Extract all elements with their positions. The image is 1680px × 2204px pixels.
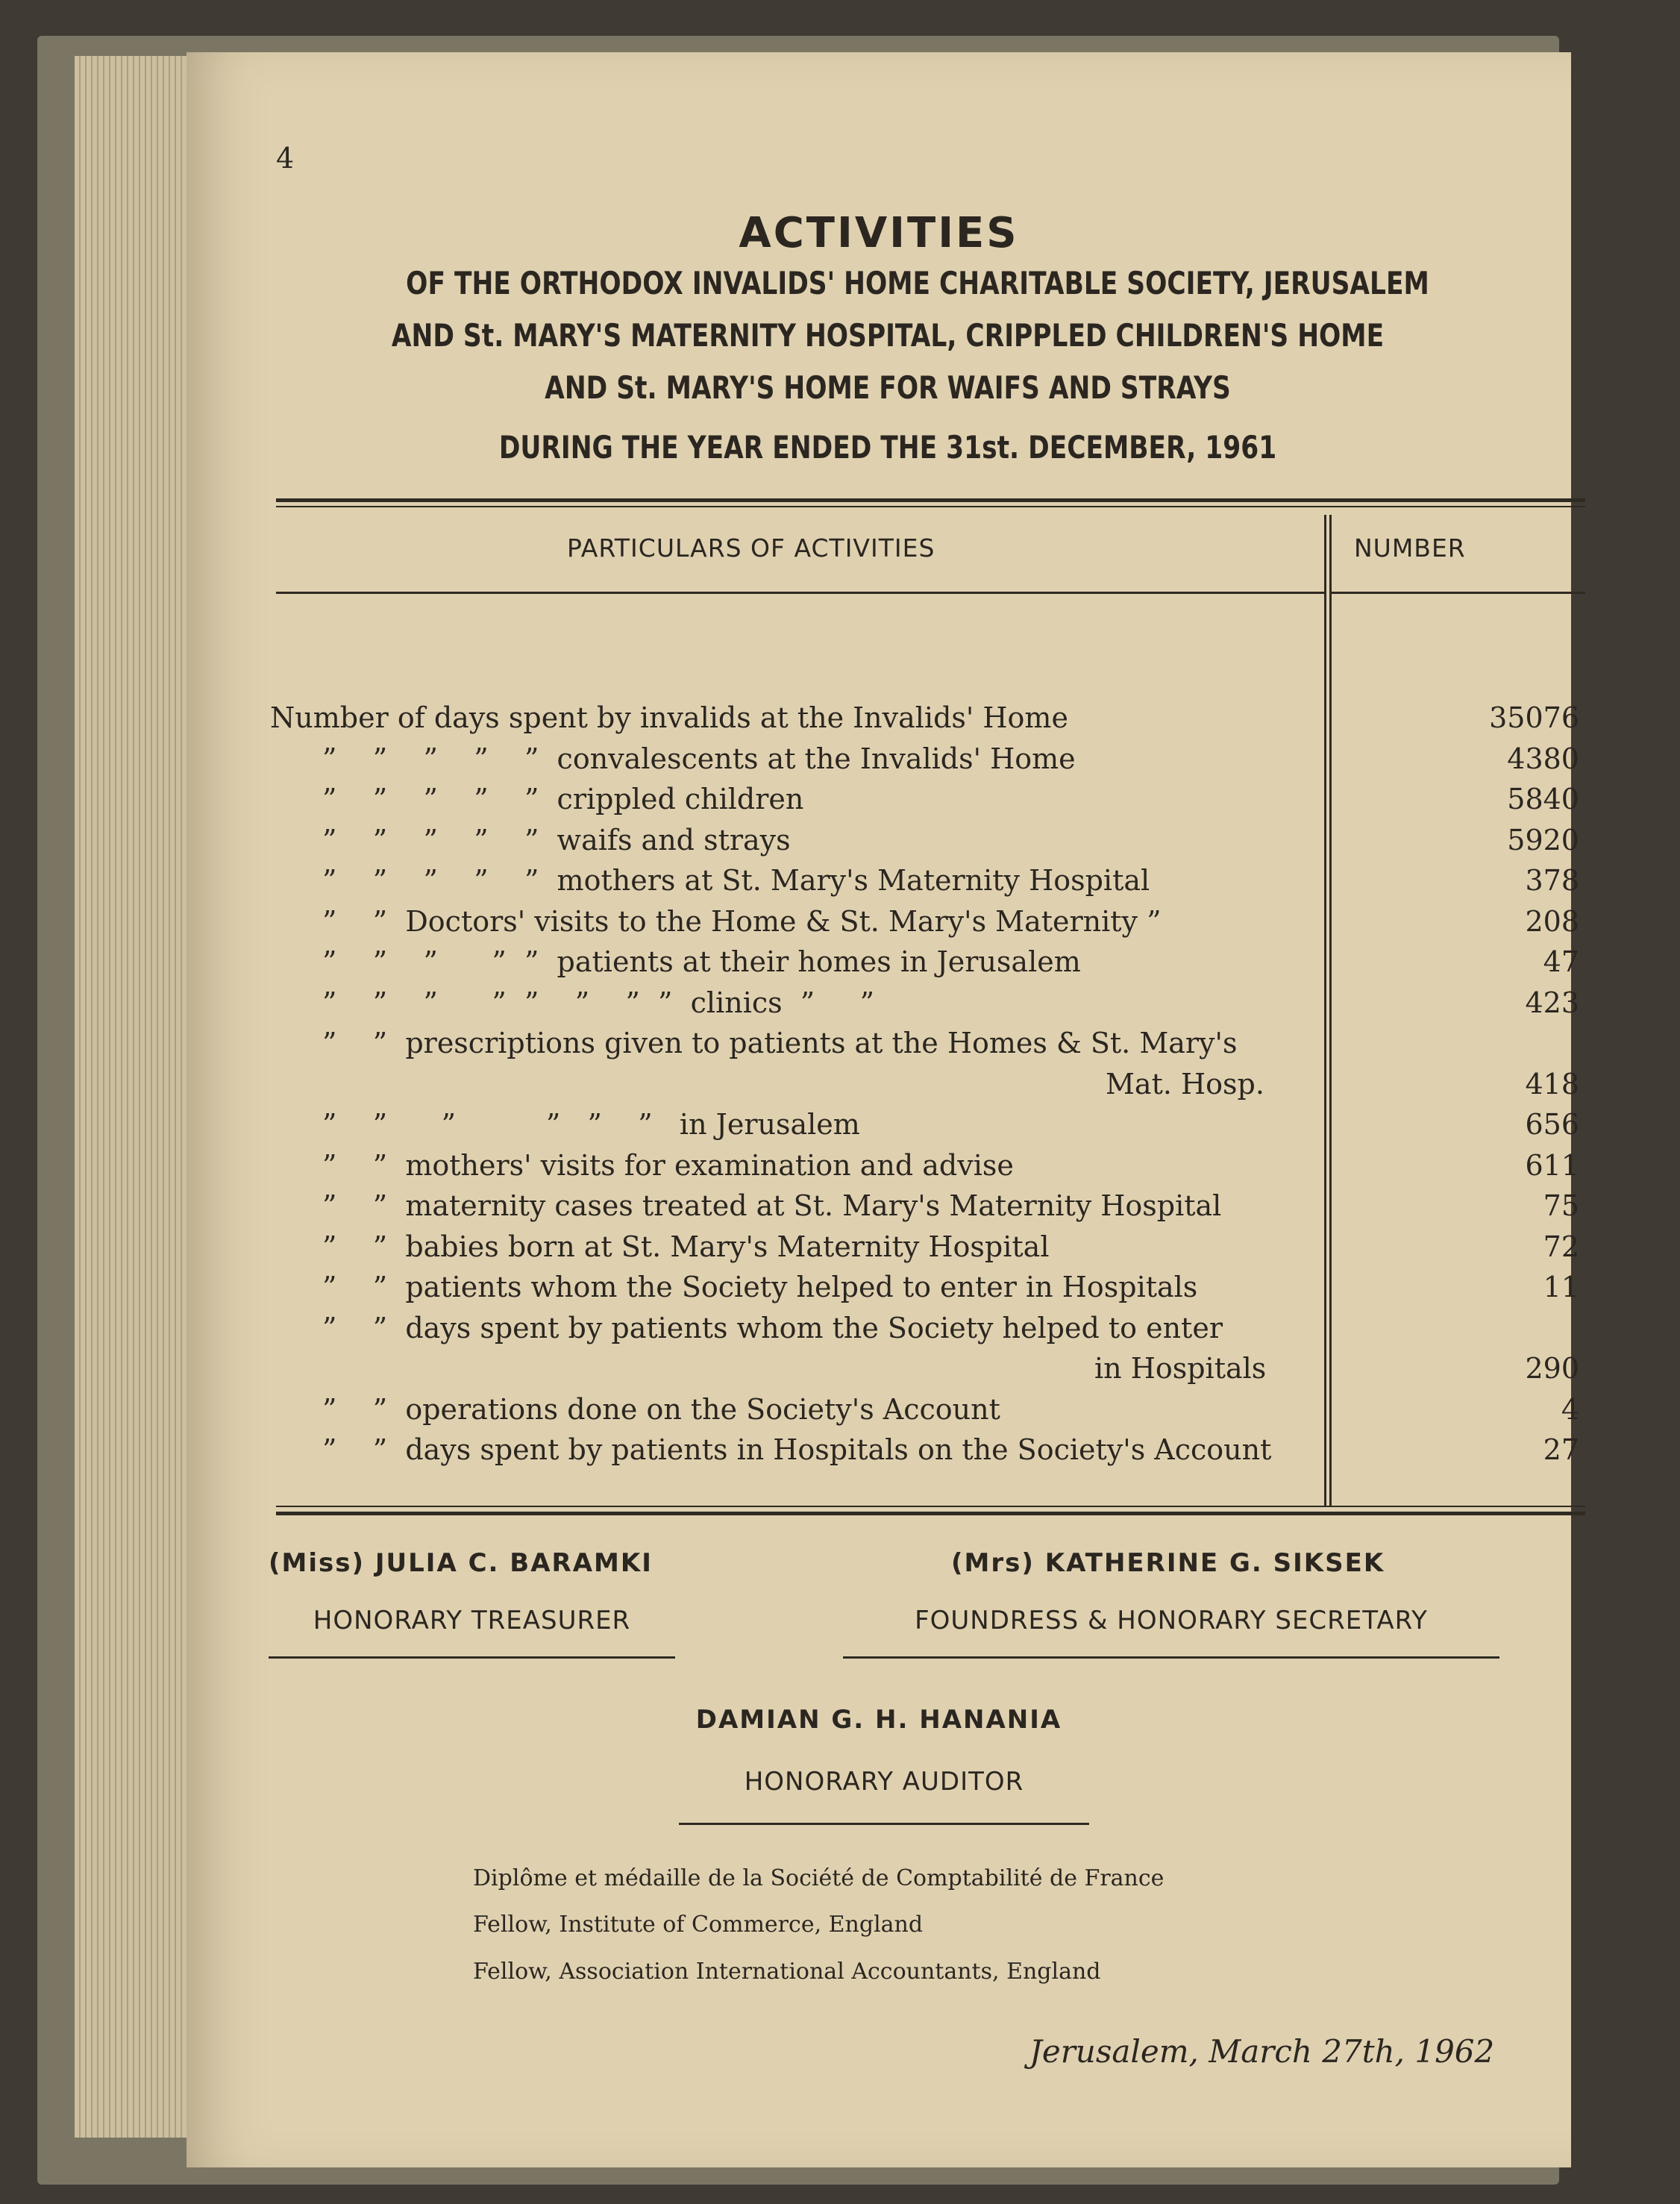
activity-label: ” ” days spent by patients in Hospitals on the Society's Account: [322, 1433, 1272, 1466]
table-row: [270, 945, 1680, 986]
table-row: [270, 905, 1680, 945]
activity-number: 5920: [1507, 823, 1579, 857]
activity-number: 5840: [1507, 783, 1579, 815]
activity-label: ” ” ” ” ” convalescents at the Invalids' Home: [322, 742, 1076, 775]
activity-number: 611: [1525, 1148, 1579, 1182]
table-bottom-rule-1: [276, 1506, 1585, 1507]
table-row: [270, 742, 1680, 783]
activity-label: ” ” ” ” ” ” ” ” clinics ” ”: [322, 986, 875, 1019]
auditor-title: HONORARY AUDITOR: [744, 1767, 1024, 1797]
activity-label: Mat. Hosp.: [1106, 1067, 1264, 1101]
treasurer-rule: [269, 1656, 675, 1659]
book-page: [187, 52, 1579, 2167]
activity-label: in Hospitals: [1094, 1352, 1267, 1385]
activity-number: 423: [1525, 986, 1579, 1019]
activity-number: 378: [1525, 864, 1579, 897]
secretary-name: (Mrs) KATHERINE G. SIKSEK: [951, 1548, 1385, 1578]
activity-number: 290: [1525, 1352, 1579, 1385]
table-row: [270, 824, 1680, 864]
activity-number: 418: [1525, 1067, 1579, 1101]
table-row: [270, 1149, 1680, 1189]
auditor-credential: Diplôme et médaille de la Société de Comptabilité de France: [473, 1865, 1165, 1891]
secretary-title: FOUNDRESS & HONORARY SECRETARY: [915, 1606, 1428, 1635]
page-edges: [75, 56, 201, 2138]
auditor-credential: Fellow, Association International Accountants, England: [473, 1959, 1101, 1985]
activity-label: ” ” prescriptions given to patients at the Homes & St. Mary's: [322, 1027, 1238, 1059]
activity-number: 656: [1525, 1108, 1579, 1141]
heading-line-2: AND St. MARY'S MATERNITY HOSPITAL, CRIPPLED CHILDREN'S HOME: [391, 317, 1385, 354]
heading-line-1: OF THE ORTHODOX INVALIDS' HOME CHARITABLE SOCIETY, JERUSALEM: [406, 265, 1429, 301]
activity-label: ” ” babies born at St. Mary's Maternity Hospital: [322, 1230, 1050, 1263]
table-row: [270, 1352, 1680, 1392]
header-number: NUMBER: [1354, 533, 1466, 563]
table-row: [270, 1068, 1680, 1108]
activity-label: ” ” ” ” ” mothers at St. Mary's Maternity Hospital: [322, 864, 1150, 897]
activity-label: ” ” operations done on the Society's Account: [322, 1392, 1000, 1426]
activity-label: ” ” ” ” ” ” in Jerusalem: [322, 1108, 860, 1141]
table-top-rule-2: [276, 506, 1585, 507]
table-row: [270, 701, 1680, 742]
activity-label: ” ” days spent by patients whom the Society helped to enter: [322, 1311, 1223, 1344]
secretary-rule: [843, 1656, 1499, 1659]
activity-number: 75: [1543, 1189, 1579, 1222]
activity-label: ” ” patients whom the Society helped to enter in Hospitals: [322, 1271, 1198, 1303]
table-row: [270, 986, 1680, 1027]
table-row: [270, 1312, 1680, 1352]
table-top-rule-1: [276, 498, 1585, 502]
treasurer-title: HONORARY TREASURER: [313, 1606, 631, 1635]
table-row: [270, 864, 1680, 904]
activity-label: ” ” ” ” ” waifs and strays: [322, 823, 791, 857]
activity-number: 47: [1543, 945, 1579, 978]
page-number: 4: [276, 142, 295, 175]
header-particulars: PARTICULARS OF ACTIVITIES: [567, 533, 935, 563]
activity-label: ” ” maternity cases treated at St. Mary's Maternity Hospital: [322, 1189, 1222, 1222]
activity-number: 72: [1543, 1230, 1579, 1263]
heading-line-4: DURING THE YEAR ENDED THE 31st. DECEMBER, 1961: [498, 429, 1277, 466]
table-row: [270, 1393, 1680, 1433]
table-bottom-rule-2: [276, 1512, 1585, 1515]
activity-number: 4: [1561, 1392, 1579, 1426]
activity-number: 11: [1543, 1271, 1579, 1303]
auditor-credential: Fellow, Institute of Commerce, England: [473, 1912, 924, 1938]
activity-number: 35076: [1489, 701, 1579, 734]
activity-number: 4380: [1507, 742, 1579, 775]
table-row: [270, 1271, 1680, 1311]
treasurer-name: (Miss) JULIA C. BARAMKI: [269, 1548, 653, 1578]
place-date: Jerusalem, March 27th, 1962: [1029, 2033, 1495, 2070]
auditor-rule: [679, 1823, 1089, 1825]
activity-label: ” ” Doctors' visits to the Home & St. Mary's Maternity ”: [322, 904, 1162, 938]
table-row: [270, 1230, 1680, 1271]
header-rule-left: [276, 592, 1324, 594]
activity-label: ” ” ” ” ” crippled children: [322, 783, 804, 815]
table-row: [270, 783, 1680, 823]
activity-label: ” ” mothers' visits for examination and advise: [322, 1148, 1014, 1182]
table-row: [270, 1189, 1680, 1230]
activity-number: 27: [1543, 1433, 1579, 1466]
table-row: [270, 1027, 1680, 1067]
heading-line-3: AND St. MARY'S HOME FOR WAIFS AND STRAYS: [545, 369, 1231, 406]
activity-label: ” ” ” ” ” patients at their homes in Jerusalem: [322, 945, 1081, 978]
activity-label: Number of days spent by invalids at the Invalids' Home: [270, 701, 1068, 734]
activity-number: 208: [1525, 904, 1579, 938]
table-row: [270, 1433, 1680, 1474]
page-title: ACTIVITIES: [739, 209, 1019, 257]
table-row: [270, 1108, 1680, 1148]
header-rule-right: [1332, 592, 1585, 594]
auditor-name: DAMIAN G. H. HANANIA: [695, 1705, 1062, 1735]
